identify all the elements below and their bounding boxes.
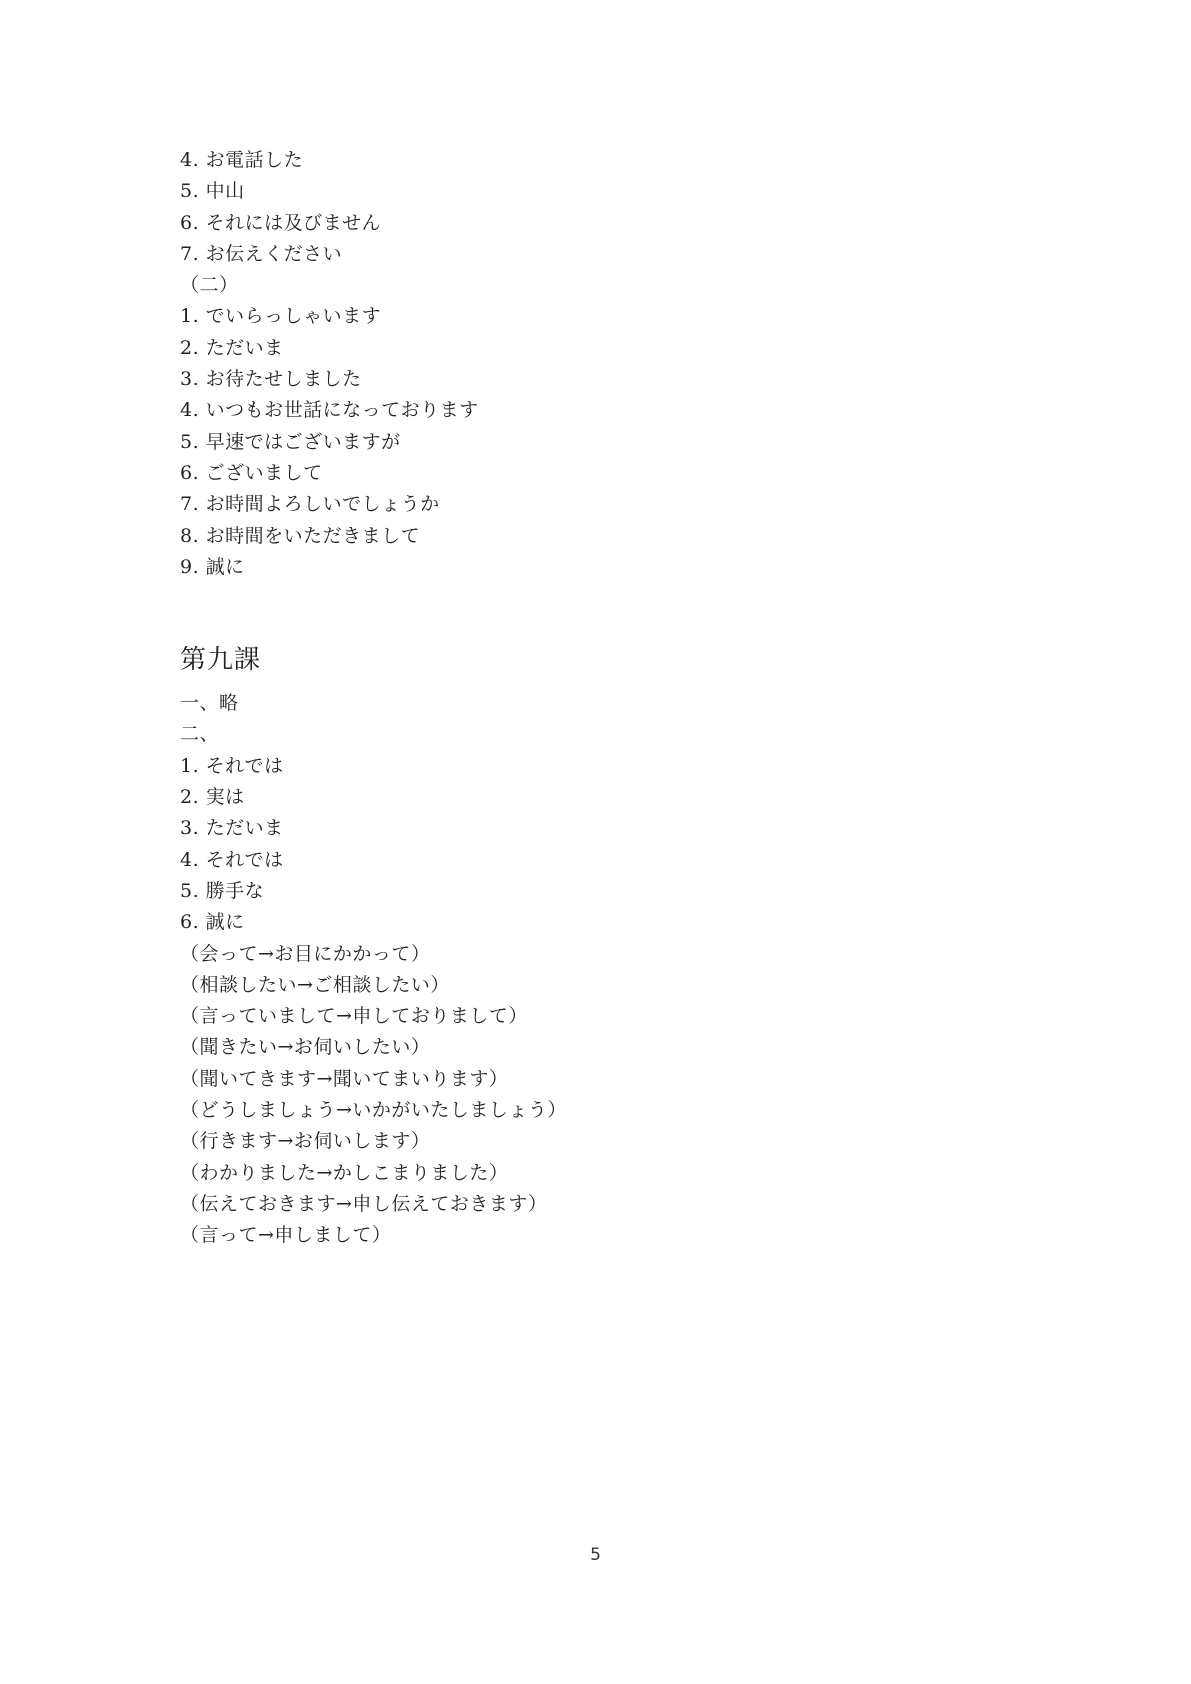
part-label: 一、略 [180, 692, 239, 715]
list-item: 8. お時間をいただきまして [180, 524, 421, 547]
part-label: 二、 [180, 723, 220, 746]
list-item: 6. それには及びません [180, 211, 382, 234]
document-body [180, 145, 1040, 1252]
conversion-item: （わかりました→かしこまりました） [180, 1161, 509, 1184]
list-item: 1. それでは [180, 754, 284, 777]
conversion-item: （聞きたい→お伺いしたい） [180, 1036, 431, 1059]
list-item: 4. いつもお世話になっております [180, 399, 479, 422]
list-item: 6. 誠に [180, 911, 245, 934]
conversion-item: （伝えておきます→申し伝えておきます） [180, 1192, 548, 1215]
list-item: 9. 誠に [180, 555, 245, 578]
list-item: 7. お時間よろしいでしょうか [180, 493, 440, 516]
section-spacer [180, 583, 1040, 643]
list-item: 3. お待たせしました [180, 368, 362, 391]
conversion-item: （言っていまして→申しておりまして） [180, 1005, 528, 1028]
conversion-item: （言って→申しまして） [180, 1224, 392, 1247]
lesson-list [180, 751, 1040, 939]
list-item: 2. ただいま [180, 336, 284, 359]
conversion-item: （会って→お目にかかって） [180, 942, 431, 965]
conversion-item: （どうしましょう→いかがいたしましょう） [180, 1099, 567, 1122]
conversion-item: （行きます→お伺いします） [180, 1130, 431, 1153]
conversion-item: （聞いてきます→聞いてまいります） [180, 1067, 509, 1090]
list-item: 5. 中山 [180, 180, 245, 203]
page-number: 5 [590, 1545, 601, 1565]
section-a-list [180, 301, 1040, 583]
list-item: 7. お伝えください [180, 242, 343, 265]
list-item: 5. 勝手な [180, 879, 265, 902]
subheading: （二） [180, 274, 239, 297]
lesson-title: 第九課 [180, 645, 262, 676]
list-item: 1. でいらっしゃいます [180, 305, 382, 328]
conversion-list [180, 939, 1040, 1252]
list-item: 4. それでは [180, 848, 284, 871]
section-a-lines [180, 145, 1040, 270]
list-item: 6. ございまして [180, 461, 323, 484]
conversion-item: （相談したい→ご相談したい） [180, 973, 450, 996]
list-item: 2. 実は [180, 786, 245, 809]
list-item: 4. お電話した [180, 149, 304, 171]
list-item: 5. 早速ではございますが [180, 430, 401, 453]
list-item: 3. ただいま [180, 817, 284, 840]
